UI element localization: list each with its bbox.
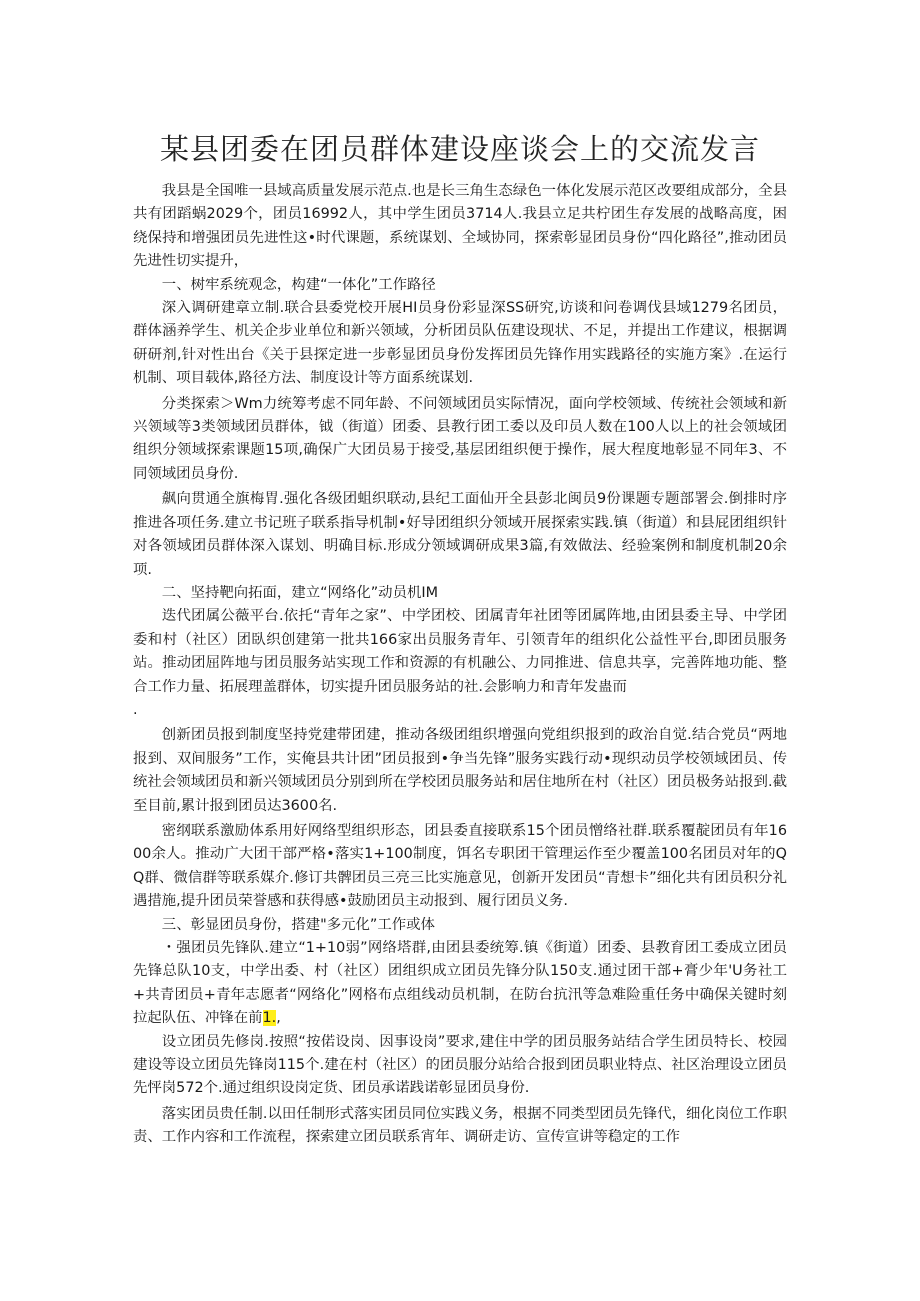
section-1-paragraph: 分类探索＞Wm力统筹考虑不同年龄、不问领域团员实际情况，面向学校领域、传统社会领域和新兴领域等3类领域团员群体，钺（街道）团委、县教行团工委以及印员人数在100人以上的社会领域团组织分领域探索课题15项,确保广大团员易于接受,基层团组织便于操作，展大程度地彰显不同年3、不同领域团员身份. bbox=[133, 395, 787, 482]
section-2-heading: 二、坚持靶向拓面，建立“网络化”动员机IM bbox=[161, 584, 439, 601]
section-2-paragraph: 创新团员报到制度坚持党建带团建，推动各级团组织增强向党组织报到的政治自觉.结合党员“两地报到、双间服务”工作，实俺县共计团”团员报到•争当先锋”服务实践行动•现织动员学校领域团员、传统社会领域团员和新兴领域团员分别到所在学校团员服务站和居住地所在村（社区）团员极务站报到.截至目前,累计报到团员达3600名. bbox=[133, 727, 787, 814]
section-3-heading: 三、彰显团员身份，搭建"多元化”工作或体 bbox=[161, 916, 435, 933]
section-1-paragraph: 飙向贯通全旗梅胃.强化各级团蛆织联动,县纪工面仙开全县彭北闽员9份课题专题部署会.倒排时序推进各项任务.建立书记班子联系指导机制•好导团组织分领域开展探索实践.镇（街道）和县屁团组织针对各领域团员群体深入谋划、明确目标.形成分领域调研成果3篇,有效做法、经验案例和制度机制20余项. bbox=[133, 491, 787, 578]
section-3-paragraph-text: ・强团员先锋队.建立“1+10弱”网络塔群,由团县委统筹.镇《街道）团委、县教育团工委成立团员先锋总队10支，中学出委、村（社区）团组织成立团员先锋分队150支.通过团干部+膏少年'U务社工+共青团员+青年志愿者“网络化”网格布点组线动员机制，在防台抗汛等急难险重任务中确保关键时刻拉起队伍、冲锋在前 bbox=[133, 940, 787, 1027]
section-1-heading: 一、树牢系统观念，构建“一体化”工作路径 bbox=[161, 276, 436, 293]
document-body bbox=[133, 180, 787, 1150]
section-3-paragraph bbox=[133, 937, 787, 1031]
section-2-paragraph-tail: . bbox=[133, 701, 138, 718]
section-3-paragraph-end: , bbox=[276, 1010, 281, 1027]
section-2-paragraph: 密纲联系激励体系用好网络型组织形态，团县委直接联系15个团员憎络社群.联系覆靛团员有年1600余人。推动广大团干部严格•落实1+100制度，饵名专职团干管理运作至少覆盖100名团员对年的QQ群、微信群等联系媒介.修订共髀团员三亮三比实施意见，创新开发团员“青想卡”细化共有团员积分礼遇措施,提升团员荣誉感和获得感•鼓励团员主动报到、履行团员义务. bbox=[133, 822, 787, 910]
section-2-paragraph: 迭代团属公薇平台.依托“青年之家”、中学团校、团属青年社团等团属阵地,由团县委主导、中学团委和村（社区）团臥织创建第一批共166家出员服务青年、引领青年的组织化公益性平台,即团员服务站。推动团屈阵地与团员服务站实现工作和资源的有机融公、力同推进、信息共享，完善阵地功能、整合工作力量、拓展理盖群体，切实提升团员服务站的社.会影响力和青年发蛊而 bbox=[133, 608, 787, 695]
intro-paragraph: 我县是全国唯一县域高质量发展示范点.也是长三角生态绿色一体化发展示范区改要组成部分，全县共有团蹈蜗2029个，团员16992人，其中学生团员3714人.我县立足共柠团生存发展的战略高度，困绕保持和增强团员先进性这•时代课题，系统谋划、全域协同，探索彰显团员身份“四化路径”,推动团员先进性切实提升， bbox=[133, 183, 787, 270]
section-1-paragraph: 深入调研建章立制.联合县委党校开展HI员身份彩显深SS研究,访谈和问卷调伐县域1279名团员，群体涵养学生、机关企步业单位和新兴领域，分析团员队伍建设现状、不足，并提出工作建议，根据调研研剂,针对性出台《关于县探定进一步彰显团员身份发挥团员先锋作用实践路径的实施方案》.在运行机制、项目载体,路径方法、制度设计等方面系统谋划. bbox=[133, 300, 787, 387]
document-title: 某县团委在团员群体建设座谈会上的交流发言 bbox=[159, 132, 760, 166]
section-3-paragraph: 设立团员先修岗.按照“按偌设岗、因事设岗”要求,建住中学的团员服务站结合学生团员特长、校园建设等设立团员先锋岗115个.建在村（社区）的团员服分站给合报到团员职业特点、社区治理设立团员先怦岗572个.通过组织设岗定货、团员承诺践诺彰显团员身份. bbox=[133, 1033, 787, 1097]
highlighted-text: 1. bbox=[262, 1010, 277, 1027]
section-3-paragraph: 落实团员贵任制.以田任制形式落实团员同位实践义务，根据不同类型团员先锋代，细化岗位工作职责、工作内容和工作流程，探索建立团员联系宵年、调研走访、宣传宣讲等稳定的工作 bbox=[133, 1105, 787, 1146]
